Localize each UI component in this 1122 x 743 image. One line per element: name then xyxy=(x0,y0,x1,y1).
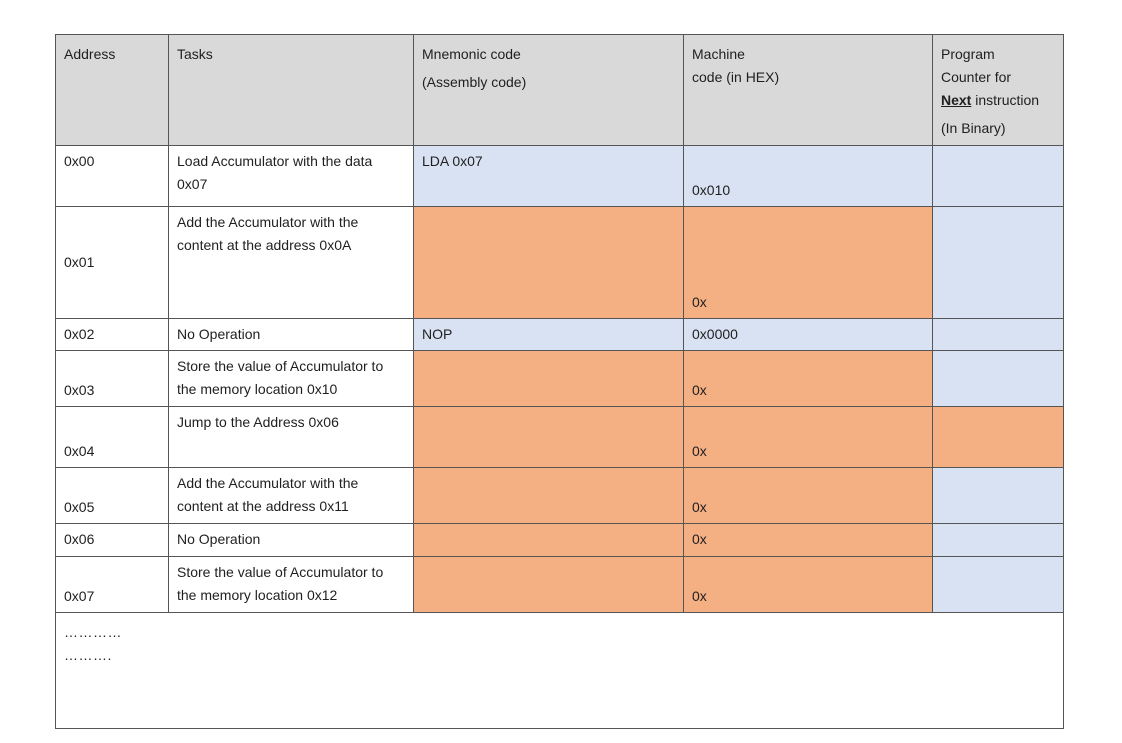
header-address: Address xyxy=(56,35,169,146)
continuation-row xyxy=(56,613,1064,729)
task-cell xyxy=(169,557,414,613)
task-line: Add the Accumulator with the xyxy=(177,475,359,491)
program-counter-cell[interactable] xyxy=(933,524,1064,557)
machine-code-cell[interactable]: 0x xyxy=(684,524,933,557)
mnemonic-cell[interactable] xyxy=(414,351,684,407)
program-counter-cell[interactable] xyxy=(933,351,1064,407)
task-line: content at the address 0x11 xyxy=(177,498,349,514)
task-line: No Operation xyxy=(177,326,261,342)
ellipsis-line: ………. xyxy=(64,647,112,663)
machine-code-cell[interactable]: 0x xyxy=(684,351,933,407)
task-line: the memory location 0x10 xyxy=(177,381,338,397)
program-counter-cell[interactable] xyxy=(933,468,1064,524)
header-mnemonic xyxy=(414,35,684,146)
header-program-counter xyxy=(933,35,1064,146)
mnemonic-cell[interactable] xyxy=(414,407,684,468)
header-machine-line1: Machine xyxy=(692,46,745,62)
table-row xyxy=(56,319,1064,351)
task-line: 0x07 xyxy=(177,176,208,192)
machine-code-cell[interactable]: 0x xyxy=(684,557,933,613)
header-mnemonic-line2: (Assembly code) xyxy=(422,74,527,90)
address-cell: 0x01 xyxy=(56,207,169,319)
header-machine xyxy=(684,35,933,146)
mnemonic-cell[interactable] xyxy=(414,468,684,524)
task-cell xyxy=(169,524,414,557)
header-pc-line3-rest: instruction xyxy=(971,92,1040,108)
table-row xyxy=(56,146,1064,207)
mnemonic-cell[interactable] xyxy=(414,557,684,613)
table-row xyxy=(56,524,1064,557)
header-pc-line4: (In Binary) xyxy=(941,120,1006,136)
continuation-cell xyxy=(56,613,1064,729)
header-pc-line2: Counter for xyxy=(941,69,1012,85)
table-row xyxy=(56,351,1064,407)
table-row xyxy=(56,407,1064,468)
address-cell: 0x03 xyxy=(56,351,169,407)
address-cell: 0x00 xyxy=(56,146,169,207)
task-cell xyxy=(169,468,414,524)
table-row xyxy=(56,557,1064,613)
header-mnemonic-line1: Mnemonic code xyxy=(422,46,521,62)
header-machine-line2: code (in HEX) xyxy=(692,69,780,85)
address-cell: 0x04 xyxy=(56,407,169,468)
machine-code-cell[interactable]: 0x xyxy=(684,407,933,468)
task-cell xyxy=(169,146,414,207)
address-cell: 0x05 xyxy=(56,468,169,524)
machine-code-cell[interactable]: 0x0000 xyxy=(684,319,933,351)
machine-code-cell[interactable]: 0x xyxy=(684,207,933,319)
instruction-table xyxy=(55,34,1064,729)
task-cell xyxy=(169,319,414,351)
header-row xyxy=(56,35,1064,146)
task-line: the memory location 0x12 xyxy=(177,587,338,603)
header-pc-line1: Program xyxy=(941,46,995,62)
mnemonic-cell[interactable]: LDA 0x07 xyxy=(414,146,684,207)
program-counter-cell[interactable] xyxy=(933,146,1064,207)
mnemonic-cell[interactable] xyxy=(414,207,684,319)
task-cell xyxy=(169,207,414,319)
mnemonic-cell[interactable] xyxy=(414,524,684,557)
machine-code-cell[interactable]: 0x010 xyxy=(684,146,933,207)
program-counter-cell[interactable] xyxy=(933,207,1064,319)
address-cell: 0x02 xyxy=(56,319,169,351)
table-row xyxy=(56,468,1064,524)
mnemonic-cell[interactable]: NOP xyxy=(414,319,684,351)
program-counter-cell[interactable] xyxy=(933,319,1064,351)
task-line: content at the address 0x0A xyxy=(177,237,352,253)
program-counter-cell[interactable] xyxy=(933,407,1064,468)
header-pc-next: Next xyxy=(941,92,972,108)
task-line: Load Accumulator with the data xyxy=(177,153,373,169)
ellipsis-line: ………… xyxy=(64,624,122,640)
address-cell: 0x07 xyxy=(56,557,169,613)
table-row xyxy=(56,207,1064,319)
task-line: Store the value of Accumulator to xyxy=(177,564,384,580)
task-line: No Operation xyxy=(177,531,261,547)
header-tasks: Tasks xyxy=(169,35,414,146)
task-cell xyxy=(169,351,414,407)
machine-code-cell[interactable]: 0x xyxy=(684,468,933,524)
task-line: Add the Accumulator with the xyxy=(177,214,359,230)
program-counter-cell[interactable] xyxy=(933,557,1064,613)
task-line: Jump to the Address 0x06 xyxy=(177,414,339,430)
address-cell: 0x06 xyxy=(56,524,169,557)
task-line: Store the value of Accumulator to xyxy=(177,358,384,374)
task-cell xyxy=(169,407,414,468)
header-pc-line3 xyxy=(941,89,1055,112)
